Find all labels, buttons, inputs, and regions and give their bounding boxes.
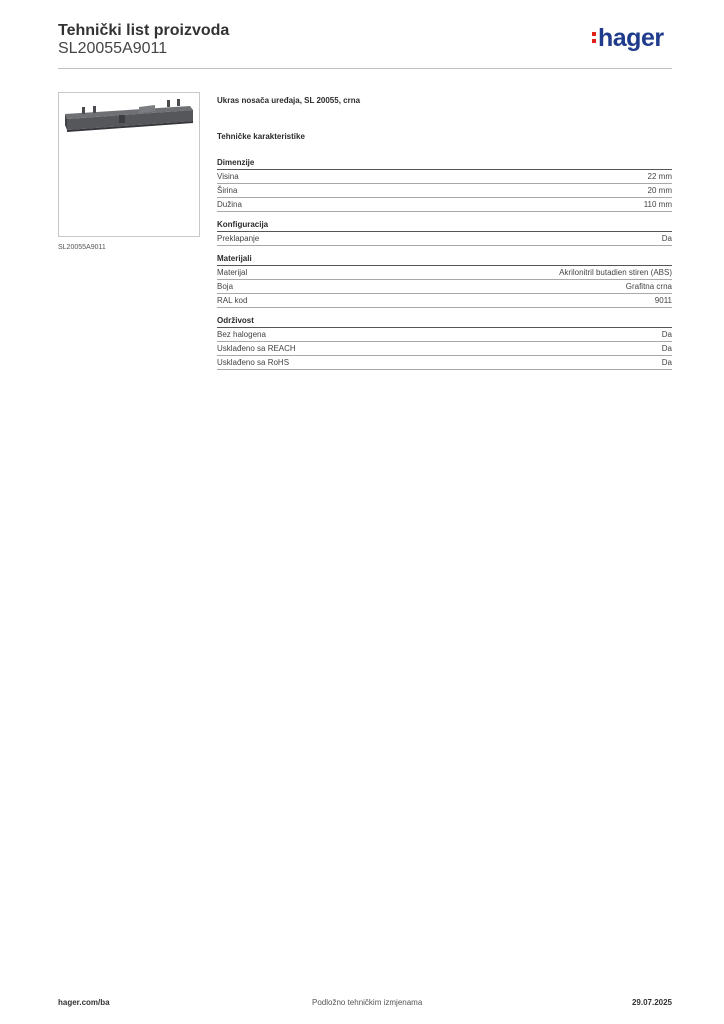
table-row: [217, 198, 672, 212]
row-value: 9011: [654, 296, 672, 305]
row-value: 22 mm: [647, 172, 672, 181]
row-value: Akrilonitril butadien stiren (ABS): [559, 268, 672, 277]
row-label: Usklađeno sa REACH: [217, 344, 296, 353]
table-row: [217, 170, 672, 184]
row-value: 110 mm: [643, 200, 672, 209]
characteristics-heading: Tehničke karakteristike: [217, 132, 305, 141]
header-divider: [58, 68, 672, 69]
group-dimensions: [217, 158, 672, 212]
product-details: [217, 96, 672, 378]
logo-text: hager: [598, 24, 664, 52]
footer-date: 29.07.2025: [631, 998, 672, 1007]
table-row: [217, 342, 672, 356]
product-image: [58, 92, 200, 237]
row-value: Da: [661, 234, 672, 243]
row-label: Boja: [217, 282, 234, 291]
row-value: Da: [661, 330, 672, 339]
table-row: [217, 280, 672, 294]
row-value: Da: [661, 358, 672, 367]
logo-dots-icon: [592, 28, 596, 46]
table-row: [217, 184, 672, 198]
table-row: [217, 356, 672, 370]
row-label: RAL kod: [217, 296, 248, 305]
hager-logo: [592, 26, 664, 51]
row-label: Širina: [217, 186, 238, 195]
group-sustainability: [217, 316, 672, 370]
group-title: Materijali: [217, 254, 672, 266]
row-value: Da: [661, 344, 672, 353]
table-row: [217, 328, 672, 342]
row-label: Dužina: [217, 200, 242, 209]
product-title: Ukras nosača uređaja, SL 20055, crna: [217, 96, 361, 105]
group-title: Održivost: [217, 316, 672, 328]
group-configuration: [217, 220, 672, 246]
row-label: Bez halogena: [217, 330, 266, 339]
row-value: Grafitna crna: [625, 282, 672, 291]
row-label: Materijal: [217, 268, 248, 277]
row-label: Preklapanje: [217, 234, 260, 243]
row-label: Usklađeno sa RoHS: [217, 358, 290, 367]
footer-website-link[interactable]: hager.com/ba: [58, 998, 110, 1007]
group-title: Dimenzije: [217, 158, 672, 170]
row-label: Visina: [217, 172, 239, 181]
product-photo-icon: [59, 93, 199, 236]
footer-note: Podložno tehničkim izmjenama: [312, 998, 423, 1007]
image-caption: SL20055A9011: [58, 244, 106, 251]
group-materials: [217, 254, 672, 308]
group-title: Konfiguracija: [217, 220, 672, 232]
table-row: [217, 266, 672, 280]
product-code: SL20055A9011: [58, 40, 168, 57]
table-row: [217, 294, 672, 308]
document-title: Tehnički list proizvoda: [58, 22, 230, 39]
table-row: [217, 232, 672, 246]
row-value: 20 mm: [647, 186, 672, 195]
